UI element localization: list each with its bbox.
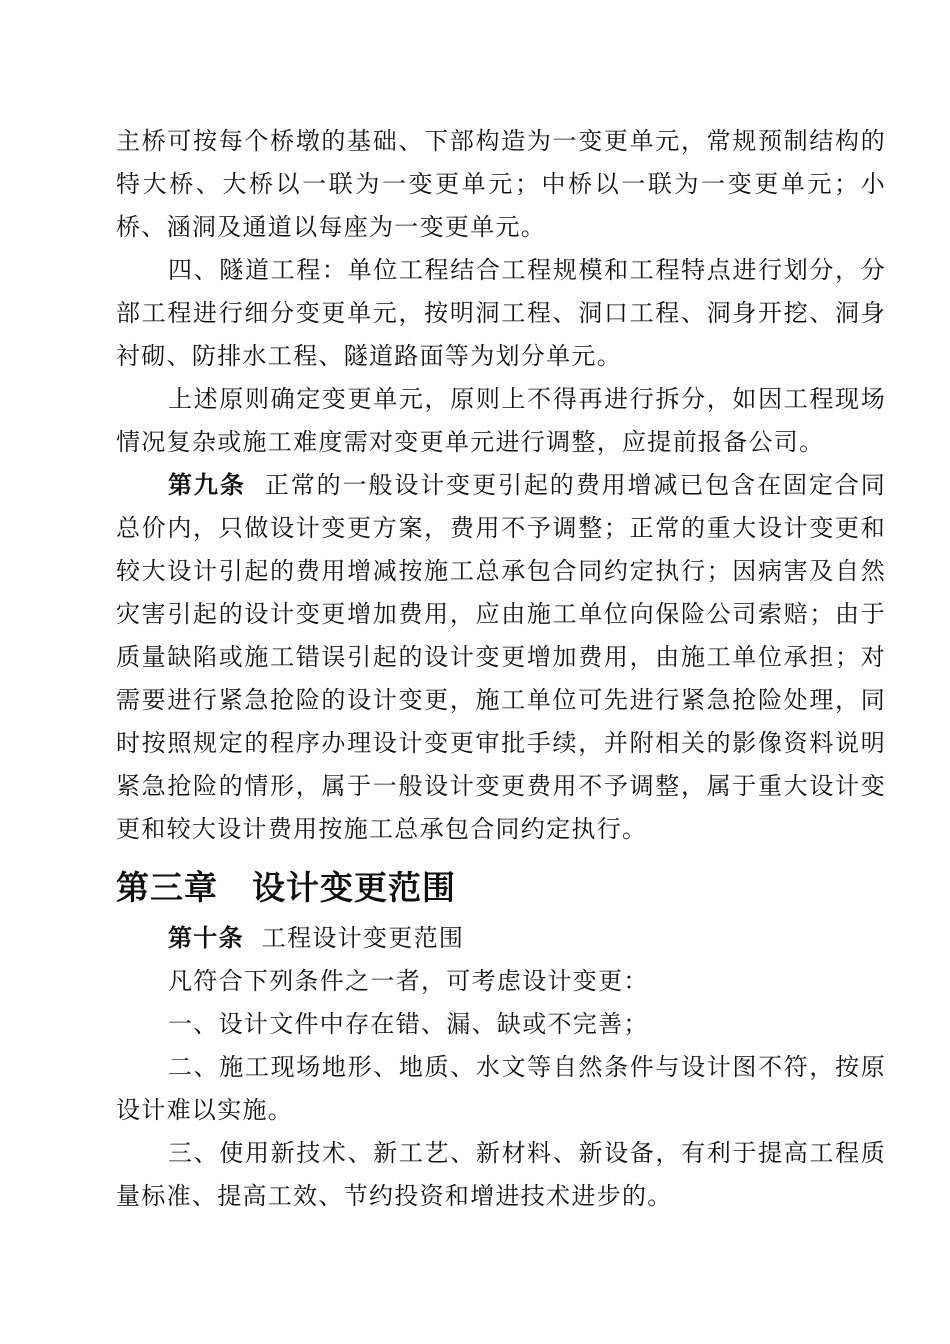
document-body xyxy=(116,120,886,1218)
article-9-label: 第九条 xyxy=(168,471,246,499)
article-9-text: 正常的一般设计变更引起的费用增减已包含在固定合同总价内，只做设计变更方案，费用不予调整；正常的重大设计变更和较大设计引起的费用增减按施工总承包合同约定执行；因病害及自然灾害引起的设计变更增加费用，应由施工单位向保险公司索赔；由于质量缺陷或施工错误引起的设计变更增加费用，由施工单位承担；对需要进行紧急抢险的设计变更，施工单位可先进行紧急抢险处理，同时按照规定的程序办理设计变更审批手续，并附相关的影像资料说明紧急抢险的情形，属于一般设计变更费用不予调整，属于重大设计变更和较大设计费用按施工总承包合同约定执行。 xyxy=(116,471,887,843)
paragraph-tunnel-engineering: 四、隧道工程：单位工程结合工程规模和工程特点进行划分，分部工程进行细分变更单元，按明洞工程、洞口工程、洞身开挖、洞身衬砌、防排水工程、隧道路面等为划分单元。 xyxy=(116,256,886,370)
chapter-title: 设计变更范围 xyxy=(252,868,456,907)
paragraph-bridge-units: 主桥可按每个桥墩的基础、下部构造为一变更单元，常规预制结构的特大桥、大桥以一联为一变更单元；中桥以一联为一变更单元；小桥、涵洞及通道以每座为一变更单元。 xyxy=(116,127,886,241)
article-10-item-2: 二、施工现场地形、地质、水文等自然条件与设计图不符，按原设计难以实施。 xyxy=(116,1053,886,1124)
article-10-item-3: 三、使用新技术、新工艺、新材料、新设备，有利于提高工程质量标准、提高工效、节约投资和增进技术进步的。 xyxy=(116,1139,886,1210)
chapter-number: 第三章 xyxy=(116,868,218,907)
article-10-title: 工程设计变更范围 xyxy=(261,924,465,952)
article-10-label: 第十条 xyxy=(168,924,244,952)
article-9 xyxy=(116,464,886,851)
paragraph-unit-principle: 上述原则确定变更单元，原则上不得再进行拆分，如因工程现场情况复杂或施工难度需对变更单元进行调整，应提前报备公司。 xyxy=(116,385,886,456)
article-10-item-1: 一、设计文件中存在错、漏、缺或不完善； xyxy=(168,1010,649,1038)
article-10-intro: 凡符合下列条件之一者，可考虑设计变更： xyxy=(168,967,649,995)
chapter-heading xyxy=(116,859,886,917)
article-10-heading xyxy=(116,917,886,960)
